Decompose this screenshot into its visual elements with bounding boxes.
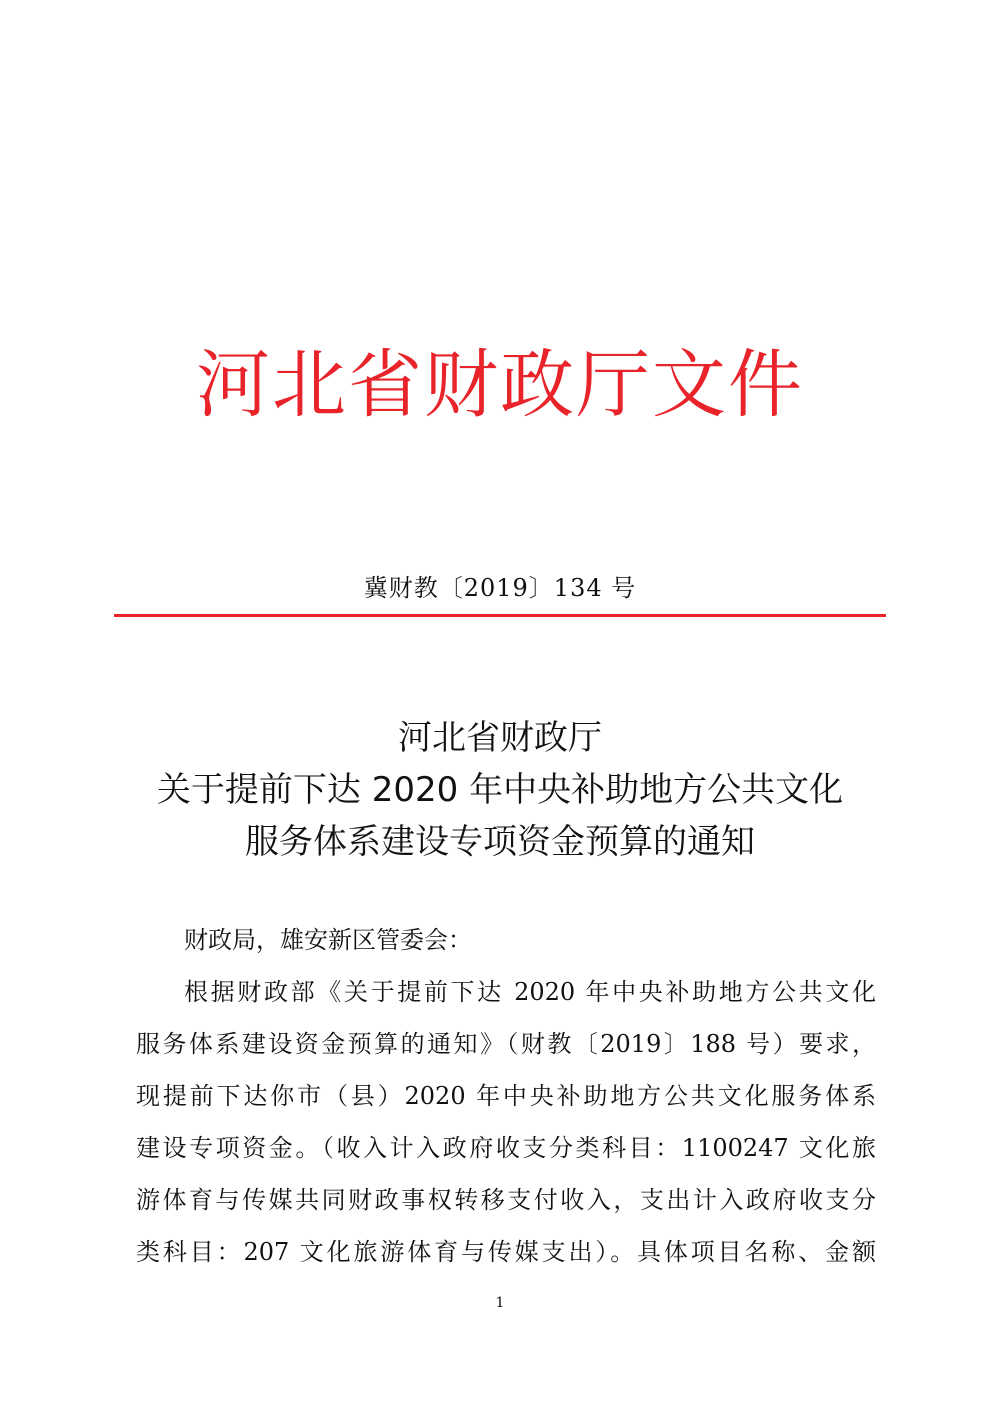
paragraph-line: 根据财政部《关于提前下达 2020 年中央补助地方公共文化 (184, 978, 876, 1006)
paragraph-line: 类科目：207 文化旅游体育与传媒支出）。具体项目名称、金额 (136, 1238, 876, 1266)
paragraph-line: 现提前下达你市（县）2020 年中央补助地方公共文化服务体系 (136, 1082, 876, 1110)
masthead-title: 河北省财政厅文件 (196, 342, 804, 428)
red-divider-line (114, 614, 886, 617)
paragraph-line: 建设专项资金。（收入计入政府收支分类科目：1100247 文化旅 (136, 1134, 876, 1162)
document-number: 冀财教〔2019〕134 号 (363, 574, 637, 602)
body-text (136, 914, 876, 1278)
title-line-2: 关于提前下达 2020 年中央补助地方公共文化 (156, 770, 844, 810)
notice-title (0, 712, 1000, 868)
page-number: 1 (495, 1295, 505, 1311)
title-line-1: 河北省财政厅 (398, 718, 602, 758)
paragraph-line: 游体育与传媒共同财政事权转移支付收入，支出计入政府收支分 (136, 1186, 876, 1214)
title-line-3: 服务体系建设专项资金预算的通知 (245, 822, 755, 862)
paragraph-line: 服务体系建设资金预算的通知》（财教〔2019〕188 号）要求， (136, 1030, 876, 1058)
addressee-line: 财政局，雄安新区管委会： (184, 926, 472, 954)
